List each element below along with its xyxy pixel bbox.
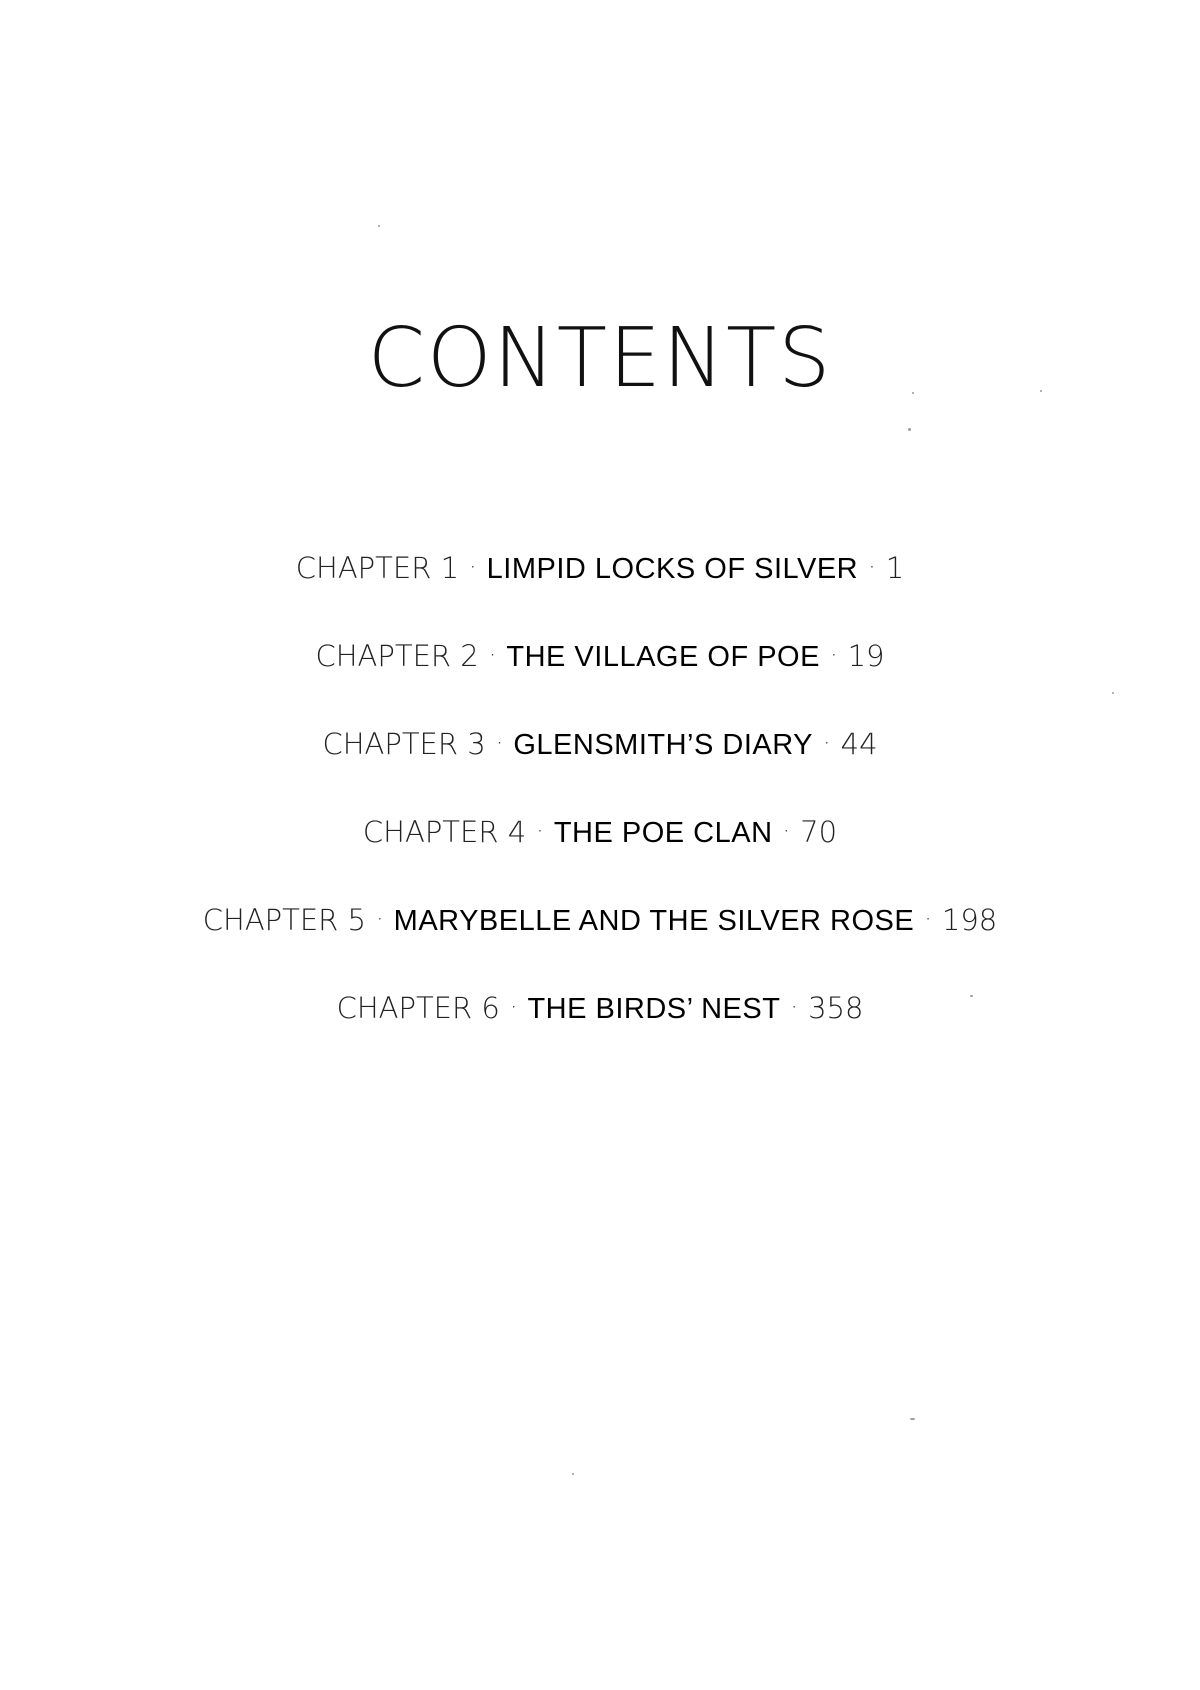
scan-speck — [970, 995, 973, 997]
separator-dot: · — [536, 817, 544, 845]
chapter-label: CHAPTER 1 — [295, 551, 460, 585]
chapter-label: CHAPTER 5 — [202, 903, 367, 937]
separator-dot: · — [469, 553, 477, 581]
toc-entry-2 — [0, 635, 1200, 723]
separator-dot: · — [509, 993, 518, 1021]
page-number: 198 — [941, 903, 998, 937]
chapter-title: LIMPID LOCKS OF SILVER — [486, 553, 859, 585]
separator-dot: · — [829, 641, 838, 669]
scan-speck — [1112, 692, 1114, 694]
chapter-label: CHAPTER 2 — [315, 639, 479, 673]
chapter-label: CHAPTER 4 — [362, 815, 527, 849]
scan-speck — [378, 225, 380, 227]
page-number: 358 — [808, 991, 864, 1025]
chapter-title: THE POE CLAN — [553, 817, 773, 849]
chapter-title: GLENSMITH’S DIARY — [513, 729, 813, 761]
scan-speck — [1040, 390, 1042, 392]
chapter-label: CHAPTER 6 — [336, 991, 500, 1025]
separator-dot: · — [488, 641, 497, 669]
separator-dot: · — [782, 817, 791, 845]
table-of-contents — [0, 547, 1200, 1075]
separator-dot: · — [495, 729, 504, 757]
separator-dot: · — [868, 553, 876, 581]
scan-speck — [572, 1473, 574, 1475]
toc-entry-6 — [0, 987, 1200, 1075]
toc-entry-4 — [0, 811, 1200, 899]
separator-dot: · — [924, 905, 932, 933]
separator-dot: · — [822, 729, 831, 757]
scan-speck — [912, 392, 914, 394]
chapter-title: THE VILLAGE OF POE — [506, 641, 820, 673]
page-number: 44 — [840, 727, 878, 761]
toc-entry-1 — [0, 547, 1200, 635]
scan-speck — [910, 1418, 915, 1420]
separator-dot: · — [376, 905, 384, 933]
toc-entry-5 — [0, 899, 1200, 987]
page-number: 19 — [847, 639, 885, 673]
chapter-title: THE BIRDS’ NEST — [527, 993, 781, 1025]
scan-speck — [908, 428, 911, 431]
page-number: 70 — [800, 815, 838, 849]
chapter-title: MARYBELLE AND THE SILVER ROSE — [393, 905, 915, 937]
page-number: 1 — [885, 551, 905, 585]
toc-entry-3 — [0, 723, 1200, 811]
chapter-label: CHAPTER 3 — [322, 727, 486, 761]
separator-dot: · — [790, 993, 799, 1021]
page-title: CONTENTS — [367, 311, 833, 406]
